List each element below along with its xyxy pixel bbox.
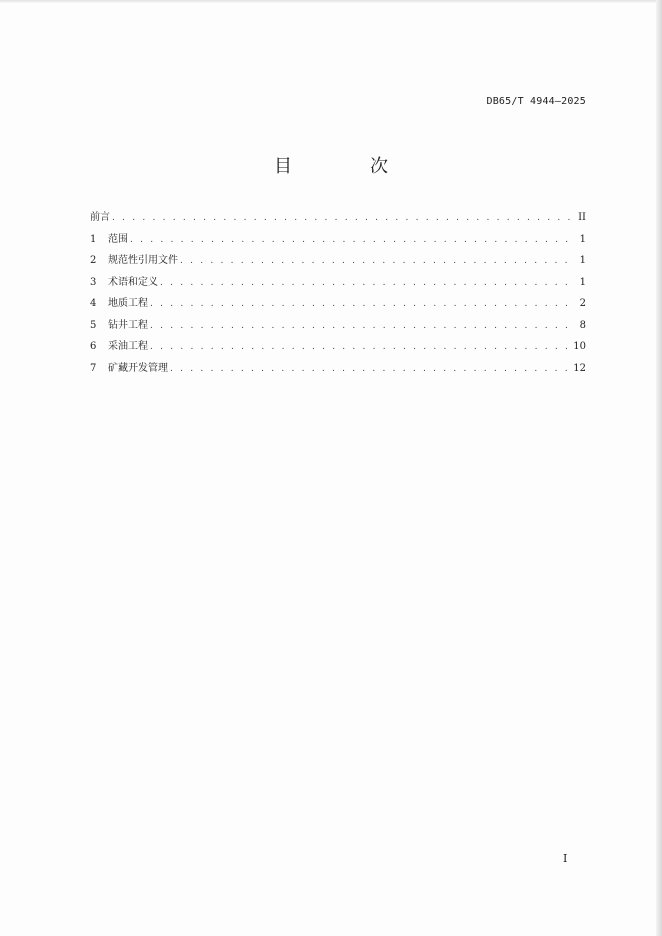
toc-entry-number: 1 xyxy=(90,233,97,245)
document-code: DB65/T 4944—2025 xyxy=(486,96,586,107)
toc-entry-page: 1 xyxy=(579,276,586,288)
toc-entry-number: 6 xyxy=(90,341,97,352)
toc-entry-reservoir-management[interactable] xyxy=(90,359,586,381)
toc-entry-page: 1 xyxy=(579,233,586,245)
toc-entry-drilling-engineering[interactable] xyxy=(90,316,586,338)
toc-entry-label: 矿藏开发管理 xyxy=(108,362,168,374)
toc-entry-number: 3 xyxy=(90,276,97,288)
page-number: I xyxy=(563,852,568,865)
toc-entry-label: 范围 xyxy=(108,233,128,245)
toc-entry-number: 5 xyxy=(90,319,97,331)
toc-entry-terms-definitions[interactable] xyxy=(90,273,586,295)
toc-entry-geological-engineering[interactable] xyxy=(90,294,586,316)
toc-dot-leader xyxy=(150,342,569,352)
toc-entry-label: 钻井工程 xyxy=(108,319,148,331)
toc-entry-number: 2 xyxy=(90,255,97,266)
scan-edge-top xyxy=(0,0,662,3)
toc-entry-foreword[interactable] xyxy=(90,208,586,230)
toc-entry-label: 地质工程 xyxy=(108,298,148,309)
toc-entry-number: 7 xyxy=(90,362,97,374)
toc-entry-scope[interactable] xyxy=(90,230,586,252)
toc-entry-page: 8 xyxy=(579,319,586,331)
toc-entry-page: 12 xyxy=(573,362,586,374)
toc-dot-leader xyxy=(160,278,570,288)
toc-dot-leader xyxy=(112,213,570,223)
toc-title: 目 次 xyxy=(274,156,418,177)
toc-entry-production-engineering[interactable] xyxy=(90,337,586,359)
toc-entry-label: 前言 xyxy=(90,212,110,223)
toc-entry-page: 10 xyxy=(573,341,586,352)
toc-dot-leader xyxy=(130,235,570,245)
toc-entry-page: 1 xyxy=(579,255,586,266)
toc-entry-number: 4 xyxy=(90,298,97,309)
toc-entry-page: II xyxy=(578,212,586,223)
toc-entry-normative-references[interactable] xyxy=(90,251,586,273)
toc-dot-leader xyxy=(180,256,570,266)
toc-entry-label: 术语和定义 xyxy=(108,276,158,288)
scan-edge-right xyxy=(656,0,662,936)
toc-dot-leader xyxy=(150,299,570,309)
table-of-contents xyxy=(90,208,586,380)
toc-dot-leader xyxy=(170,364,569,374)
toc-entry-label: 规范性引用文件 xyxy=(108,255,178,266)
toc-entry-page: 2 xyxy=(579,298,586,309)
toc-dot-leader xyxy=(150,321,570,331)
toc-entry-label: 采油工程 xyxy=(108,341,148,352)
